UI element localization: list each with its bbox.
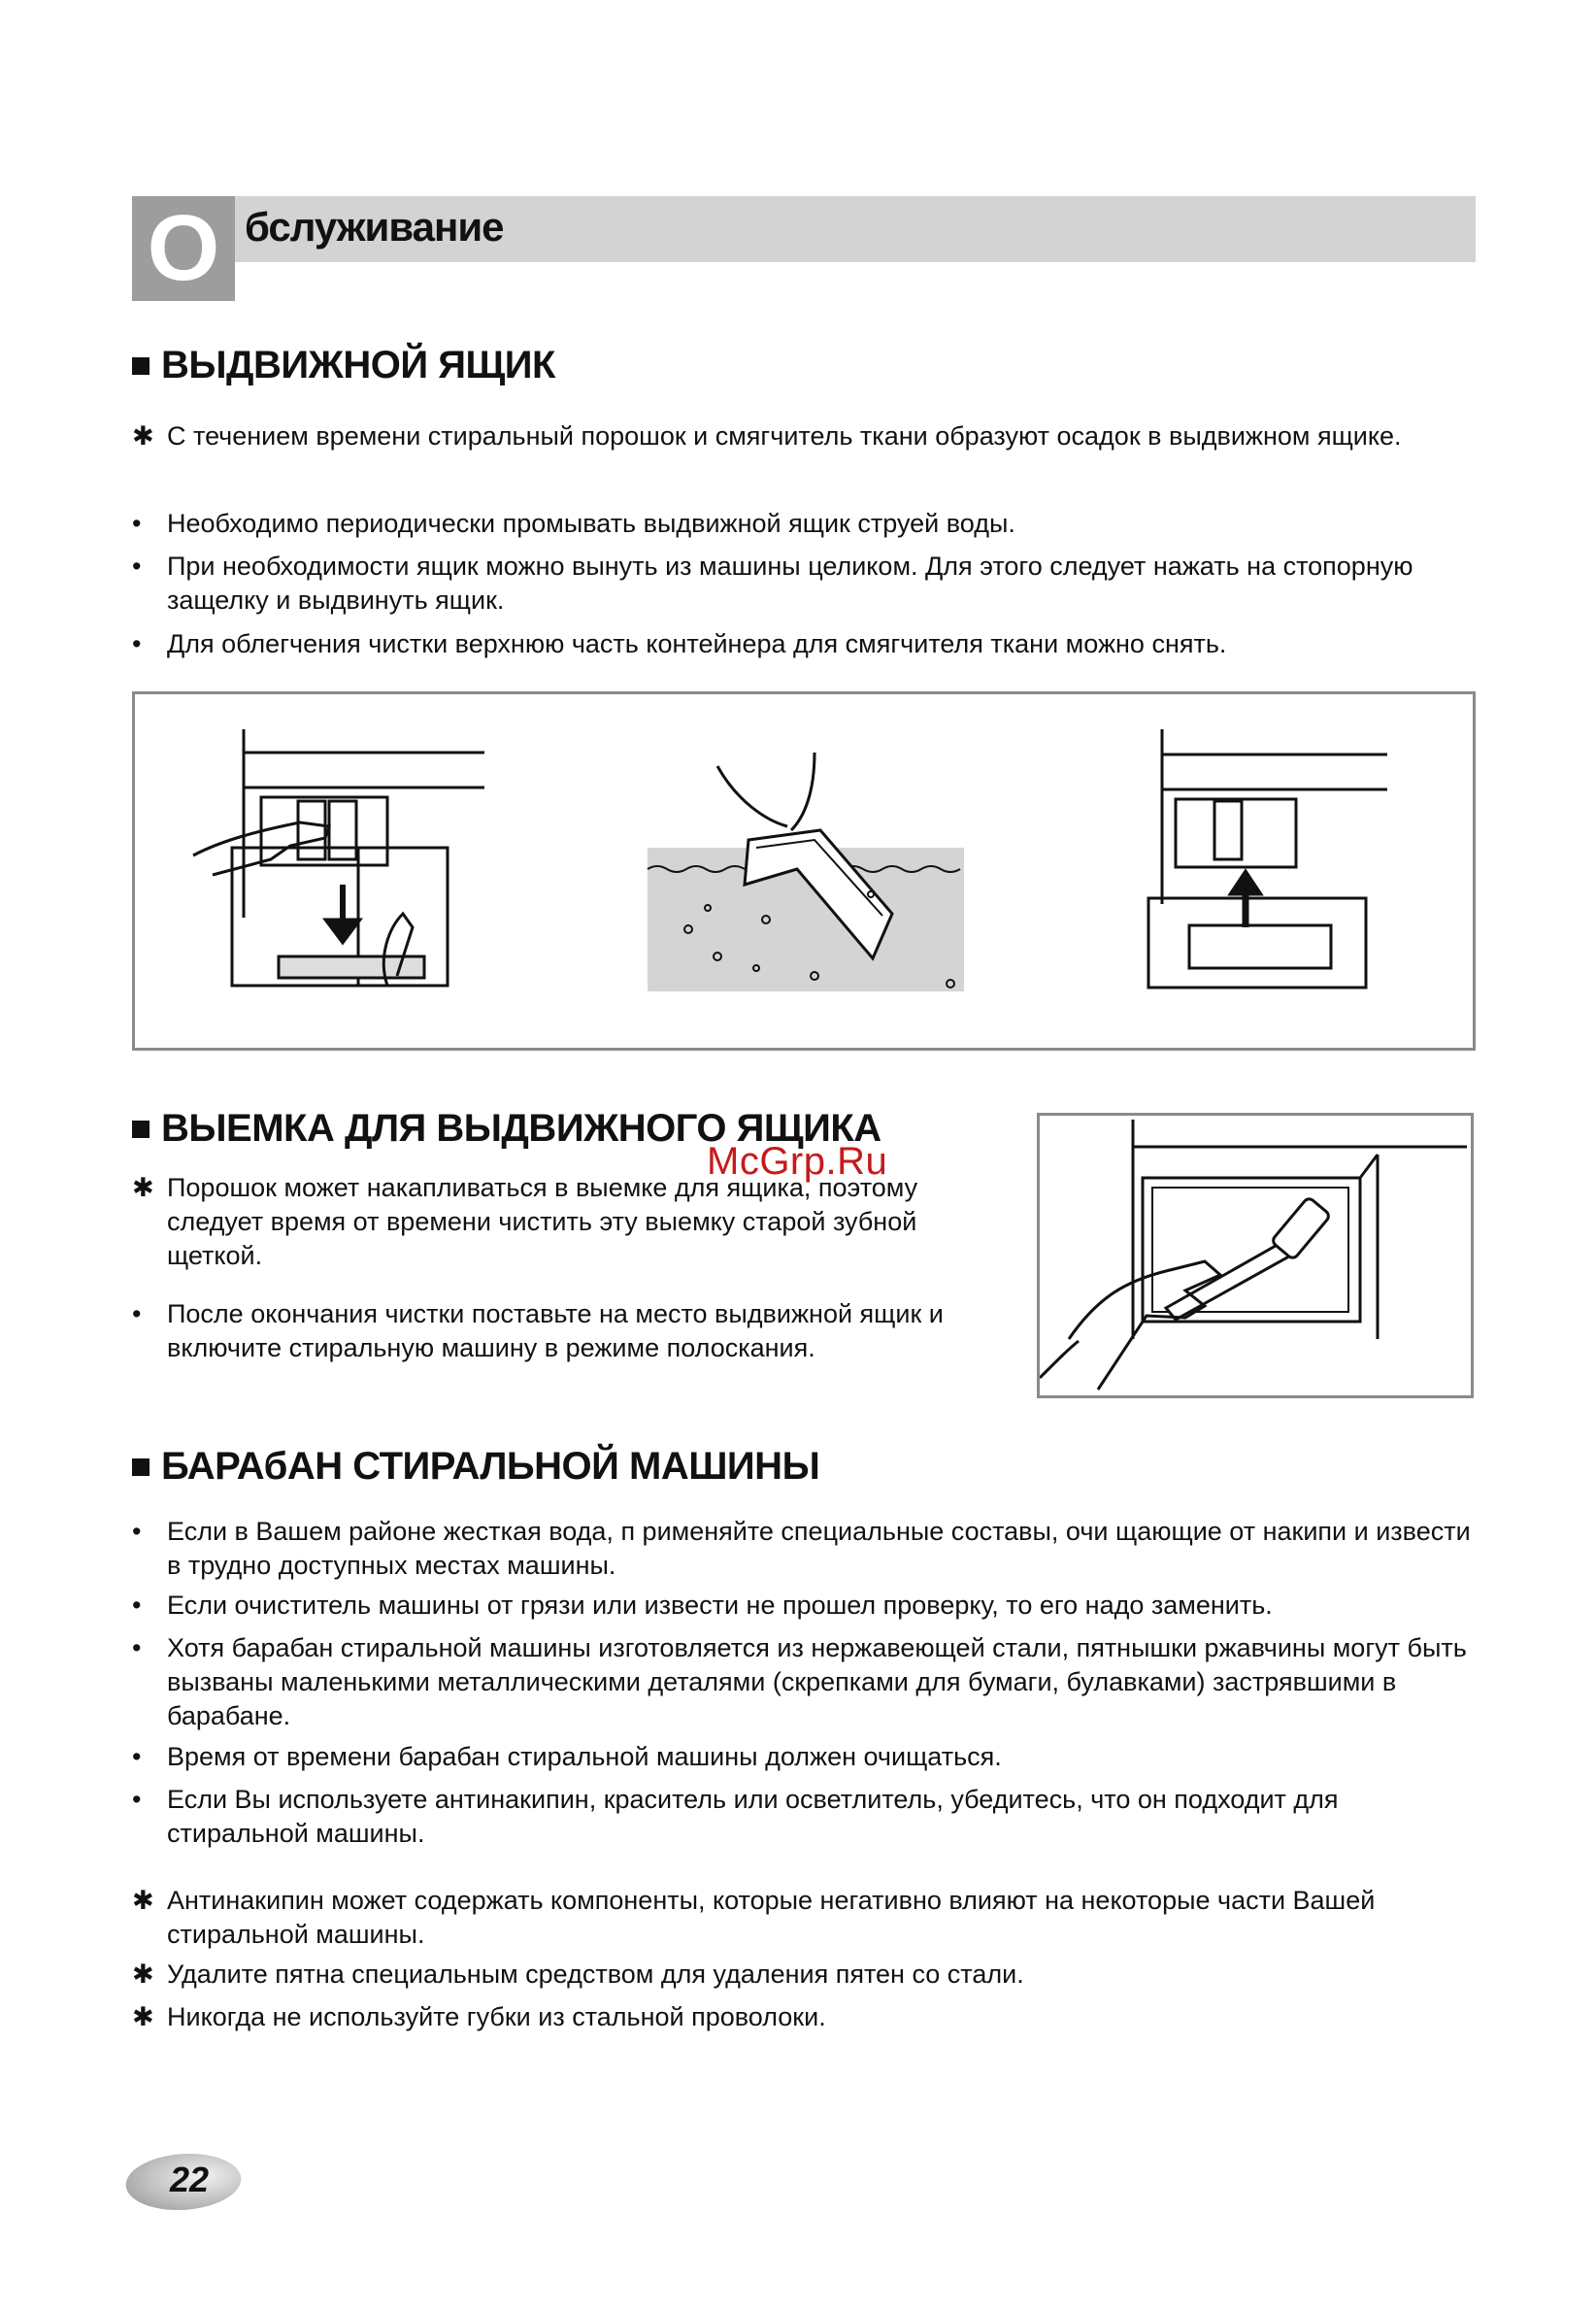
bullet-icon: • <box>132 1299 142 1328</box>
drawer-removal-illustration <box>135 694 1473 1048</box>
list-item <box>132 1958 1476 1992</box>
header-initial-letter: О <box>132 196 235 301</box>
square-bullet-icon <box>132 1458 150 1476</box>
drawer-illustration-panel <box>132 691 1476 1051</box>
list-item <box>132 419 1476 453</box>
toothbrush-illustration-panel <box>1037 1113 1474 1398</box>
list-item <box>132 1589 1476 1623</box>
list-item-text: Антинакипин может содержать компоненты, которые негативно влияют на некоторые части Вашей стиральной машины. <box>167 1886 1376 1949</box>
list-item-text: Необходимо периодически промывать выдвижной ящик струей воды. <box>167 509 1015 538</box>
list-item-text: Для облегчения чистки верхнюю часть контейнера для смягчителя ткани можно снять. <box>167 629 1227 658</box>
list-item <box>132 1884 1476 1952</box>
bullet-icon: • <box>132 1591 142 1620</box>
square-bullet-icon <box>132 357 150 375</box>
list-item <box>132 1297 967 1365</box>
list-item-text: Если Вы используете антинакипин, краситель или осветлитель, убедитесь, что он подходит для стиральной машины. <box>167 1785 1339 1848</box>
section-title-drum <box>132 1445 819 1489</box>
list-item-text: Никогда не используйте губки из стальной проволоки. <box>167 2002 826 2031</box>
list-item-text: Хотя барабан стиральной машины изготовляется из нержавеющей стали, пятнышки ржавчины могут быть вызваны маленькими металлическими деталями (скрепками для бумаги, булавками) застрявшими в барабане. <box>167 1633 1467 1730</box>
bullet-icon: • <box>132 1633 142 1662</box>
list-item-text: Удалите пятна специальным средством для удаления пятен со стали. <box>167 1960 1024 1989</box>
section-title-text: ВЫДВИЖНОЙ ЯЩИК <box>161 344 555 386</box>
list-item <box>132 507 1476 541</box>
water-wash-icon <box>648 753 964 991</box>
asterisk-icon: ✱ <box>132 1886 154 1915</box>
list-item-text: Если в Вашем районе жесткая вода, п рименяйте специальные составы, очи щающие от накипи и извести в трудно доступных местах машины. <box>167 1517 1471 1580</box>
list-item <box>132 1740 1476 1774</box>
bullet-icon: • <box>132 629 142 658</box>
list-item-text: С течением времени стиральный порошок и смягчитель ткани образуют осадок в выдвижном ящике. <box>167 421 1402 451</box>
list-item <box>132 2000 1476 2034</box>
list-item-text: Если очиститель машины от грязи или извести не прошел проверку, то его надо заменить. <box>167 1591 1273 1620</box>
page-number: 22 <box>170 2160 210 2199</box>
list-item-text: После окончания чистки поставьте на место выдвижной ящик и включите стиральную машину в режиме полоскания. <box>167 1299 944 1362</box>
section-header <box>132 196 1476 301</box>
list-item <box>132 1171 967 1273</box>
bullet-icon: • <box>132 1517 142 1546</box>
asterisk-icon: ✱ <box>132 2002 154 2031</box>
list-item <box>132 1515 1476 1583</box>
list-item-text: Порошок может накапливаться в выемке для ящика, поэтому следует время от времени чистить эту выемку старой зубной щеткой. <box>167 1173 918 1270</box>
list-item <box>132 1631 1476 1733</box>
push-drawer-icon <box>1148 729 1387 988</box>
bullet-icon: • <box>132 1742 142 1771</box>
bullet-icon: • <box>132 1785 142 1814</box>
bullet-icon: • <box>132 509 142 538</box>
list-item-text: Время от времени барабан стиральной машины должен очищаться. <box>167 1742 1002 1771</box>
list-item <box>132 627 1476 661</box>
bullet-icon: • <box>132 552 142 581</box>
section-title-text: БАРАбАН СТИРАЛЬНОЙ МАШИНЫ <box>161 1445 820 1488</box>
list-item-text: При необходимости ящик можно вынуть из машины целиком. Для этого следует нажать на стопорную защелку и выдвинуть ящик. <box>167 552 1413 615</box>
watermark: McGrp.Ru <box>707 1140 888 1183</box>
list-item <box>132 1783 1476 1851</box>
section-title-text: ВЫЕМКА ДЛЯ ВЫДВИЖНОГО ЯЩИКА <box>161 1107 881 1150</box>
toothbrush-cleaning-illustration <box>1040 1116 1471 1395</box>
square-bullet-icon <box>132 1121 150 1138</box>
asterisk-icon: ✱ <box>132 1960 154 1989</box>
asterisk-icon: ✱ <box>132 421 154 451</box>
page-title: бслуживание <box>245 204 504 250</box>
section-title-drawer <box>132 344 555 387</box>
asterisk-icon: ✱ <box>132 1173 154 1202</box>
list-item <box>132 550 1476 618</box>
pull-drawer-icon <box>193 729 484 986</box>
